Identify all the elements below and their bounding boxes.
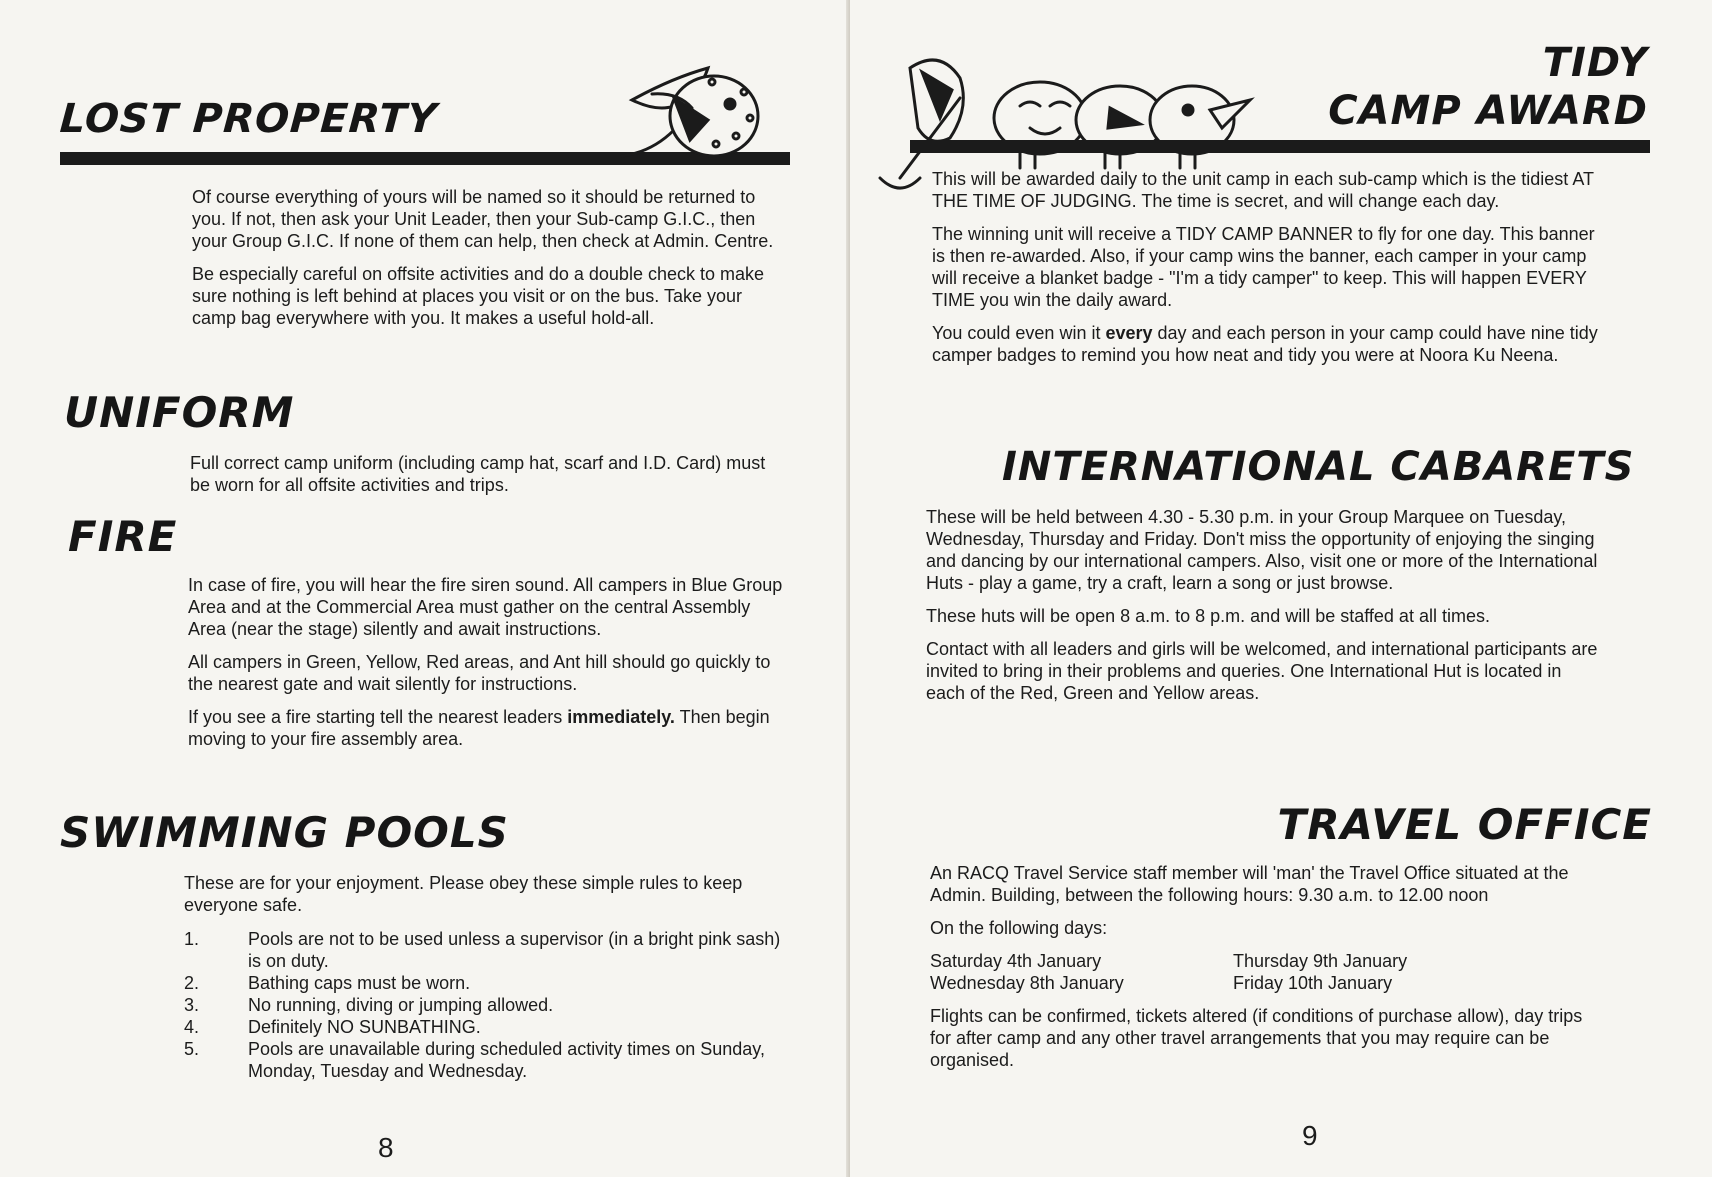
pool-rules-list: [184, 928, 784, 1082]
rule-number: 4.: [184, 1017, 200, 1037]
international-cabarets-heading: INTERNATIONAL CABARETS: [1002, 444, 1635, 490]
rule-number: 1.: [184, 929, 200, 949]
left-page: [0, 0, 850, 1177]
pool-rule: [184, 972, 784, 994]
right-page: [850, 0, 1712, 1177]
tidy-camp-paragraph: This will be awarded daily to the unit camp in each sub-camp which is the tidiest AT THE TIME OF JUDGING. The time is secret, and will change each day.: [932, 169, 1594, 211]
fire-paragraph: In case of fire, you will hear the fire siren sound. All campers in Blue Group Area and at the Commercial Area must gather on the central Assembly Area (near the stage) silently and await instructions.: [188, 575, 783, 639]
fire-text: Then begin moving to your fire assembly area.: [188, 707, 770, 749]
pool-rule: [184, 1038, 784, 1082]
uniform-heading: UNIFORM: [64, 388, 295, 437]
rule-text: Pools are unavailable during scheduled activity times on Sunday, Monday, Tuesday and Wednesday.: [248, 1039, 765, 1081]
tidy-camp-text: You could even win it: [932, 323, 1106, 343]
rule-text: Bathing caps must be worn.: [248, 973, 471, 993]
travel-day: Thursday 9th January: [1233, 951, 1408, 971]
travel-office-body: [930, 862, 1602, 1071]
travel-office-days-label: On the following days:: [930, 918, 1108, 938]
uniform-body: [190, 452, 788, 496]
tidy-camp-body: [932, 168, 1602, 366]
tidy-camp-text: day and each person in your camp could have nine tidy camper badges to remind you how neat and tidy you were at Noora Ku Neena.: [932, 323, 1598, 365]
lost-property-paragraph: Of course everything of yours will be named so it should be returned to you. If not, then ask your Unit Leader, then your Sub-camp G.I.C., then your Group G.I.C. If none of them can help, then check at Admin. Centre.: [192, 187, 774, 251]
swimming-pools-intro: These are for your enjoyment. Please obey these simple rules to keep everyone safe.: [184, 873, 743, 915]
fire-text: If you see a fire starting tell the nearest leaders: [188, 707, 568, 727]
tidy-camp-paragraph: The winning unit will receive a TIDY CAMP BANNER to fly for one day. This banner is then re-awarded. Also, if your camp wins the banner, each camper in your camp will receive a blanket badge - "I'm a tidy camper" to keep. This will happen EVERY TIME you win the daily award.: [932, 224, 1595, 310]
rule-text: Definitely NO SUNBATHING.: [248, 1017, 481, 1037]
travel-office-closing: Flights can be confirmed, tickets altered (if conditions of purchase allow), day trips for after camp and any other travel arrangements that you may require can be organised.: [930, 1006, 1583, 1070]
fire-body: [188, 574, 786, 750]
rule-number: 3.: [184, 995, 200, 1015]
bird-illustration-icon: [612, 48, 772, 168]
uniform-paragraph: Full correct camp uniform (including camp hat, scarf and I.D. Card) must be worn for all offsite activities and trips.: [190, 453, 766, 495]
pool-rule: [184, 928, 784, 972]
travel-day: Wednesday 8th January: [930, 973, 1124, 993]
cabarets-paragraph: These will be held between 4.30 - 5.30 p.m. in your Group Marquee on Tuesday, Wednesday, Thursday and Friday. Don't miss the opportunity of enjoying the singing and dancing by our international campers. Also, visit one or more of the International Huts - play a game, try a craft, learn a song or just browse.: [926, 507, 1598, 593]
travel-day: Saturday 4th January: [930, 951, 1102, 971]
swimming-pools-heading: SWIMMING POOLS: [60, 808, 509, 857]
cabarets-paragraph: Contact with all leaders and girls will be welcomed, and international participants are invited to bring in their problems and queries. One International Hut is located in each of the Red, Green and Yellow areas.: [926, 639, 1598, 703]
lost-property-heading: LOST PROPERTY: [58, 96, 439, 142]
international-cabarets-body: [926, 506, 1602, 704]
rule-text: Pools are not to be used unless a supervisor (in a bright pink sash) is on duty.: [248, 929, 781, 971]
days-column: [930, 950, 1233, 994]
days-column: [1233, 950, 1536, 994]
travel-office-intro: An RACQ Travel Service staff member will 'man' the Travel Office situated at the Admin. Building, between the following hours: 9.30 a.m. to 12.00 noon: [930, 863, 1569, 905]
tidy-camp-heading-line1: TIDY: [1542, 40, 1648, 86]
tidy-camp-emphasis: every: [1105, 323, 1153, 343]
rule-number: 2.: [184, 973, 200, 993]
travel-day: Friday 10th January: [1233, 973, 1393, 993]
pool-rule: [184, 1016, 784, 1038]
fire-emphasis: immediately.: [567, 707, 675, 727]
rule-text: No running, diving or jumping allowed.: [248, 995, 554, 1015]
page-number-right: 9: [1302, 1120, 1318, 1151]
travel-office-heading: TRAVEL OFFICE: [1277, 800, 1652, 849]
tidy-camp-rule: [910, 140, 1650, 153]
cabarets-paragraph: These huts will be open 8 a.m. to 8 p.m. and will be staffed at all times.: [926, 606, 1490, 626]
fire-paragraph: All campers in Green, Yellow, Red areas, and Ant hill should go quickly to the nearest gate and wait silently for instructions.: [188, 652, 771, 694]
page-number-left: 8: [378, 1132, 394, 1163]
tidy-camp-paragraph: [932, 322, 1602, 366]
tidy-camp-heading-line2: CAMP AWARD: [1328, 88, 1648, 134]
fire-paragraph: [188, 706, 786, 750]
lost-property-paragraph: Be especially careful on offsite activities and do a double check to make sure nothing is left behind at places you visit or on the bus. Take your camp bag everywhere with you. It makes a useful hold-all.: [192, 264, 765, 328]
pool-rule: [184, 994, 784, 1016]
rule-number: 5.: [184, 1039, 200, 1059]
swimming-pools-body: [184, 872, 784, 1082]
travel-office-days: [930, 950, 1602, 994]
fire-heading: FIRE: [68, 512, 178, 561]
lost-property-body: [192, 186, 788, 329]
